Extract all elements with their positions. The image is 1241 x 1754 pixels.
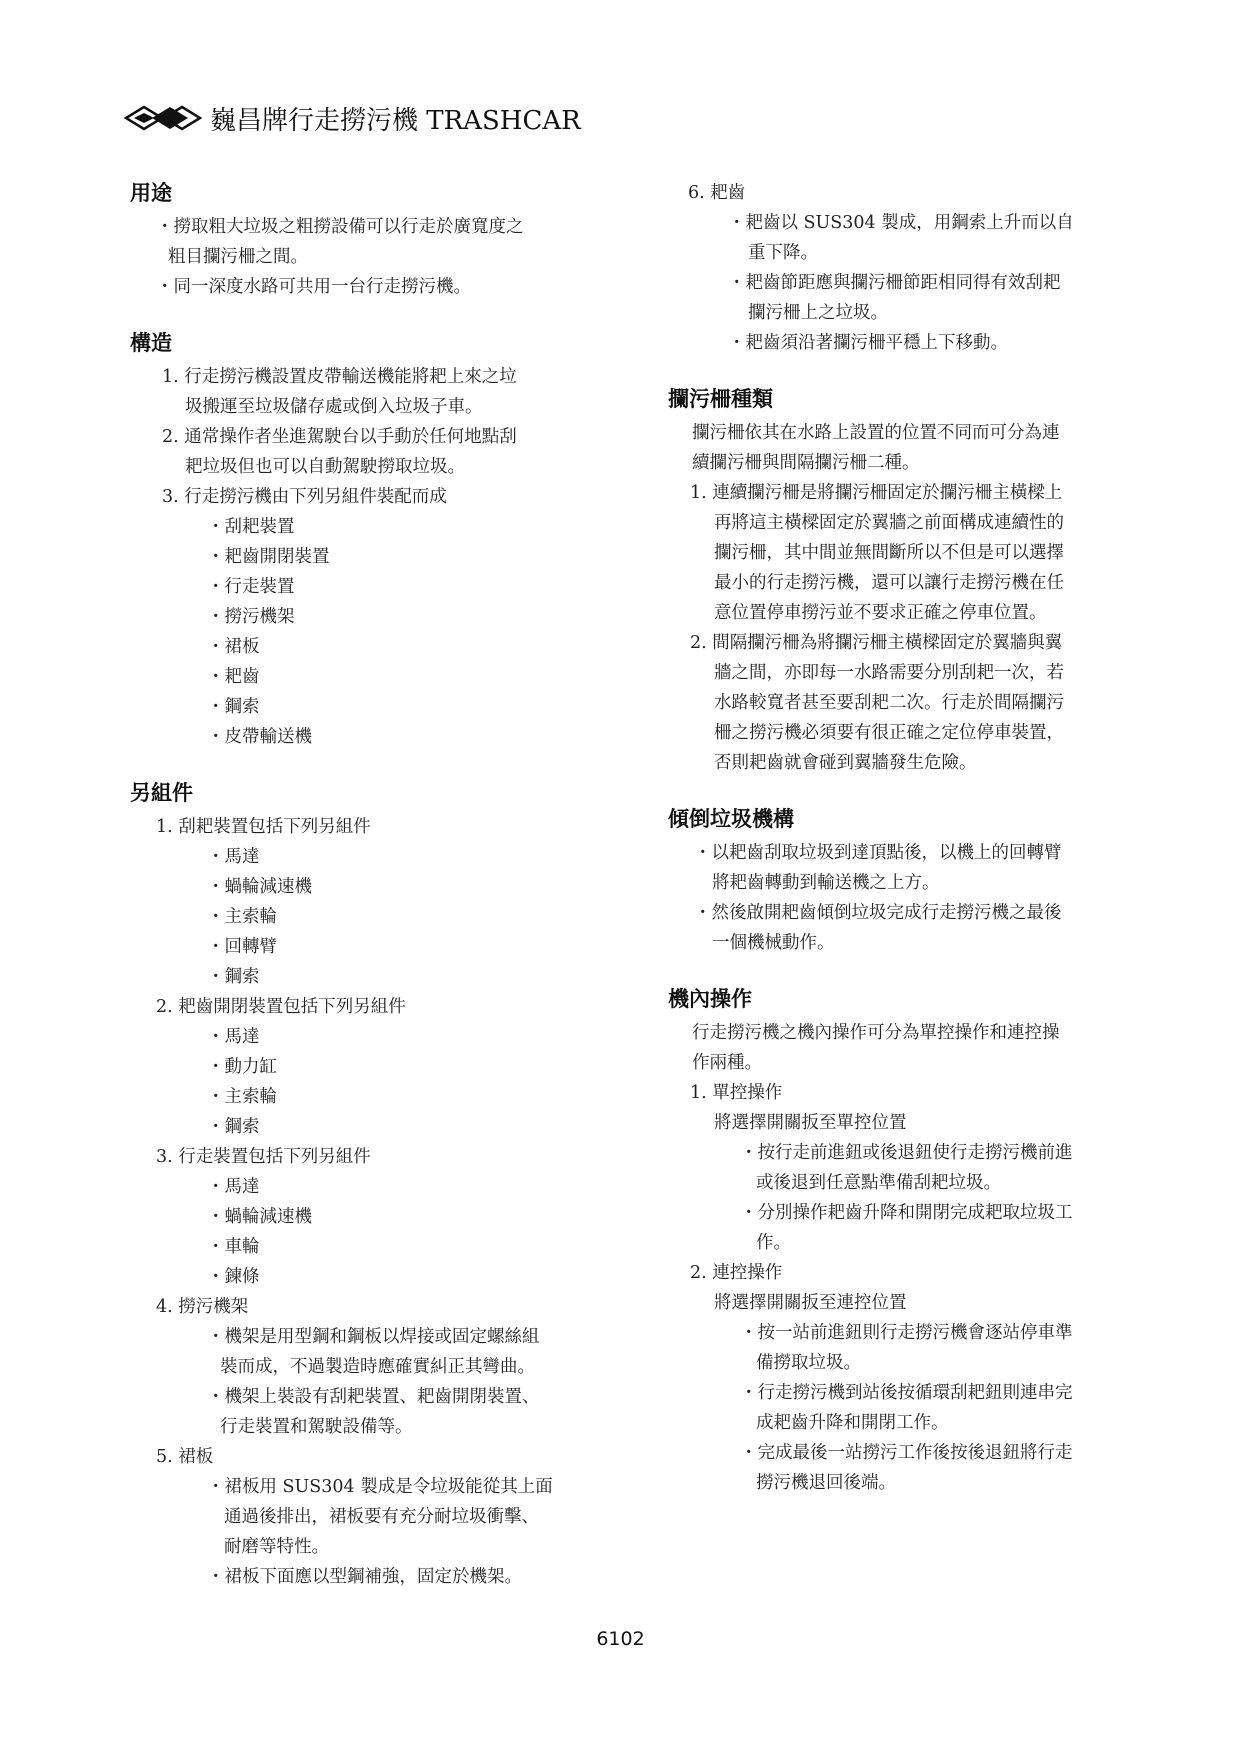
list-item: 2. 間隔攔污柵為將攔污柵主橫樑固定於翼牆與翼 [690, 633, 1063, 653]
text-line: 行走裝置和駕駛設備等。 [220, 1417, 413, 1437]
bullet-line: ・動力缸 [207, 1057, 277, 1077]
bullet-line: ・鋼索 [207, 1117, 260, 1137]
text-line: 耙垃圾但也可以自動駕駛撈取垃圾。 [185, 457, 465, 477]
bullet-line: ・同一深度水路可共用一台行走撈污機。 [156, 277, 471, 297]
text-line: 攔污柵上之垃圾。 [748, 303, 888, 323]
bullet-line: ・按行走前進鈕或後退鈕使行走撈污機前進 [740, 1143, 1073, 1163]
page-number: 6102 [596, 1628, 645, 1650]
bullet-line: ・耙齒節距應與攔污柵節距相同得有效刮耙 [728, 273, 1061, 293]
text-line: 成耙齒升降和開閉工作。 [756, 1413, 949, 1433]
bullet-line: ・裙板 [207, 637, 260, 657]
bullet-line: ・皮帶輸送機 [207, 727, 312, 747]
bullet-line: ・撈取粗大垃圾之粗撈設備可以行走於廣寬度之 [156, 217, 524, 237]
bullet-line: ・主索輪 [207, 1087, 277, 1107]
list-item: 2. 連控操作 [690, 1263, 783, 1283]
text-line: 柵之撈污機必須要有很正確之定位停車裝置， [714, 723, 1064, 743]
text-line: 將耙齒轉動到輸送機之上方。 [712, 873, 940, 893]
bullet-line: ・機架上裝設有刮耙裝置、耙齒開閉裝置、 [207, 1387, 540, 1407]
list-item: 2. 耙齒開閉裝置包括下列另組件 [156, 997, 406, 1017]
list-item: 5. 裙板 [156, 1447, 214, 1467]
text-line: 裝而成，不過製造時應確實糾正其彎曲。 [220, 1357, 535, 1377]
section-title-dumping-mechanism: 傾倒垃圾機構 [668, 807, 794, 831]
text-line: 撈污機退回後端。 [756, 1473, 896, 1493]
text-line: 備撈取垃圾。 [756, 1353, 861, 1373]
bullet-line: ・蝸輪減速機 [207, 877, 312, 897]
bullet-line: ・蝸輪減速機 [207, 1207, 312, 1227]
text-line: 作兩種。 [692, 1053, 762, 1073]
text-line: 耐磨等特性。 [224, 1537, 329, 1557]
list-item: 2. 通常操作者坐進駕駛台以手動於任何地點刮 [162, 427, 517, 447]
text-line: 最小的行走撈污機，還可以讓行走撈污機在任 [714, 573, 1064, 593]
bullet-line: ・行走撈污機到站後按循環刮耙鈕則連串完 [740, 1383, 1073, 1403]
bullet-line: ・裙板下面應以型鋼補強，固定於機架。 [207, 1567, 522, 1587]
bullet-line: ・機架是用型鋼和鋼板以焊接或固定螺絲組 [207, 1327, 540, 1347]
list-item: 1. 行走撈污機設置皮帶輸送機能將耙上來之垃 [162, 367, 517, 387]
double-diamond-logo-icon [124, 103, 202, 133]
bullet-line: ・馬達 [207, 1177, 260, 1197]
text-line: 作。 [756, 1233, 791, 1253]
bullet-line: ・按一站前進鈕則行走撈污機會逐站停車準 [740, 1323, 1073, 1343]
bullet-line: ・分別操作耙齒升降和開閉完成耙取垃圾工 [740, 1203, 1073, 1223]
text-line: 通過後排出，裙板要有充分耐垃圾衝擊、 [224, 1507, 539, 1527]
list-item: 4. 撈污機架 [156, 1297, 249, 1317]
section-title-onboard-operation: 機內操作 [668, 987, 752, 1011]
text-line: 粗目攔污柵之間。 [168, 247, 308, 267]
text-line: 重下降。 [748, 243, 818, 263]
bullet-line: ・車輪 [207, 1237, 260, 1257]
section-title-screen-types: 攔污柵種類 [668, 387, 773, 411]
bullet-line: ・以耙齒刮取垃圾到達頂點後，以機上的回轉臂 [694, 843, 1062, 863]
text-line: 否則耙齒就會碰到翼牆發生危險。 [714, 753, 977, 773]
bullet-line: ・耙齒以 SUS304 製成，用鋼索上升而以自 [728, 213, 1074, 233]
text-line: 將選擇開關扳至連控位置 [714, 1293, 907, 1313]
text-line: 一個機械動作。 [712, 933, 835, 953]
text-line: 攔污柵，其中間並無間斷所以不但是可以選擇 [714, 543, 1064, 563]
list-item: 6. 耙齒 [688, 183, 746, 203]
text-line: 水路較寬者甚至要刮耙二次。行走於間隔攔污 [714, 693, 1064, 713]
bullet-line: ・然後啟開耙齒傾倒垃圾完成行走撈污機之最後 [694, 903, 1062, 923]
text-line: 圾搬運至垃圾儲存處或倒入垃圾子車。 [185, 397, 483, 417]
bullet-line: ・鍊條 [207, 1267, 260, 1287]
bullet-line: ・撈污機架 [207, 607, 295, 627]
list-item: 3. 行走撈污機由下列另組件裝配而成 [162, 487, 447, 507]
text-line: 將選擇開關扳至單控位置 [714, 1113, 907, 1133]
bullet-line: ・馬達 [207, 847, 260, 867]
list-item: 1. 單控操作 [690, 1083, 783, 1103]
text-line: 意位置停車撈污並不要求正確之停車位置。 [714, 603, 1047, 623]
left-column [130, 178, 600, 1592]
bullet-line: ・裙板用 SUS304 製成是令垃圾能從其上面 [207, 1477, 553, 1497]
text-line: 或後退到任意點準備刮耙垃圾。 [756, 1173, 1001, 1193]
list-item: 1. 連續攔污柵是將攔污柵固定於攔污柵主橫樑上 [690, 483, 1063, 503]
text-line: 續攔污柵與間隔攔污柵二種。 [692, 453, 920, 473]
bullet-line: ・耙齒須沿著攔污柵平穩上下移動。 [728, 333, 1008, 353]
bullet-line: ・耙齒開閉裝置 [207, 547, 330, 567]
header-title: 巍昌牌行走撈污機 TRASHCAR [210, 105, 581, 136]
bullet-line: ・馬達 [207, 1027, 260, 1047]
list-item: 3. 行走裝置包括下列另組件 [156, 1147, 371, 1167]
section-title-structure: 構造 [130, 331, 172, 355]
text-line: 再將這主橫樑固定於翼牆之前面構成連續性的 [714, 513, 1064, 533]
bullet-line: ・刮耙裝置 [207, 517, 295, 537]
bullet-line: ・鋼索 [207, 697, 260, 717]
bullet-line: ・完成最後一站撈污工作後按後退鈕將行走 [740, 1443, 1073, 1463]
bullet-line: ・鋼索 [207, 967, 260, 987]
page-header [124, 98, 581, 138]
section-title-components: 另組件 [130, 781, 193, 805]
bullet-line: ・耙齒 [207, 667, 260, 687]
text-line: 攔污柵依其在水路上設置的位置不同而可分為連 [692, 423, 1060, 443]
text-line: 行走撈污機之機內操作可分為單控操作和連控操 [692, 1023, 1060, 1043]
bullet-line: ・主索輪 [207, 907, 277, 927]
list-item: 1. 刮耙裝置包括下列另組件 [156, 817, 371, 837]
text-line: 牆之間，亦即每一水路需要分別刮耙一次，若 [714, 663, 1064, 683]
section-title-usage: 用途 [130, 181, 172, 205]
right-column [668, 178, 1133, 1498]
bullet-line: ・行走裝置 [207, 577, 295, 597]
bullet-line: ・回轉臂 [207, 937, 277, 957]
